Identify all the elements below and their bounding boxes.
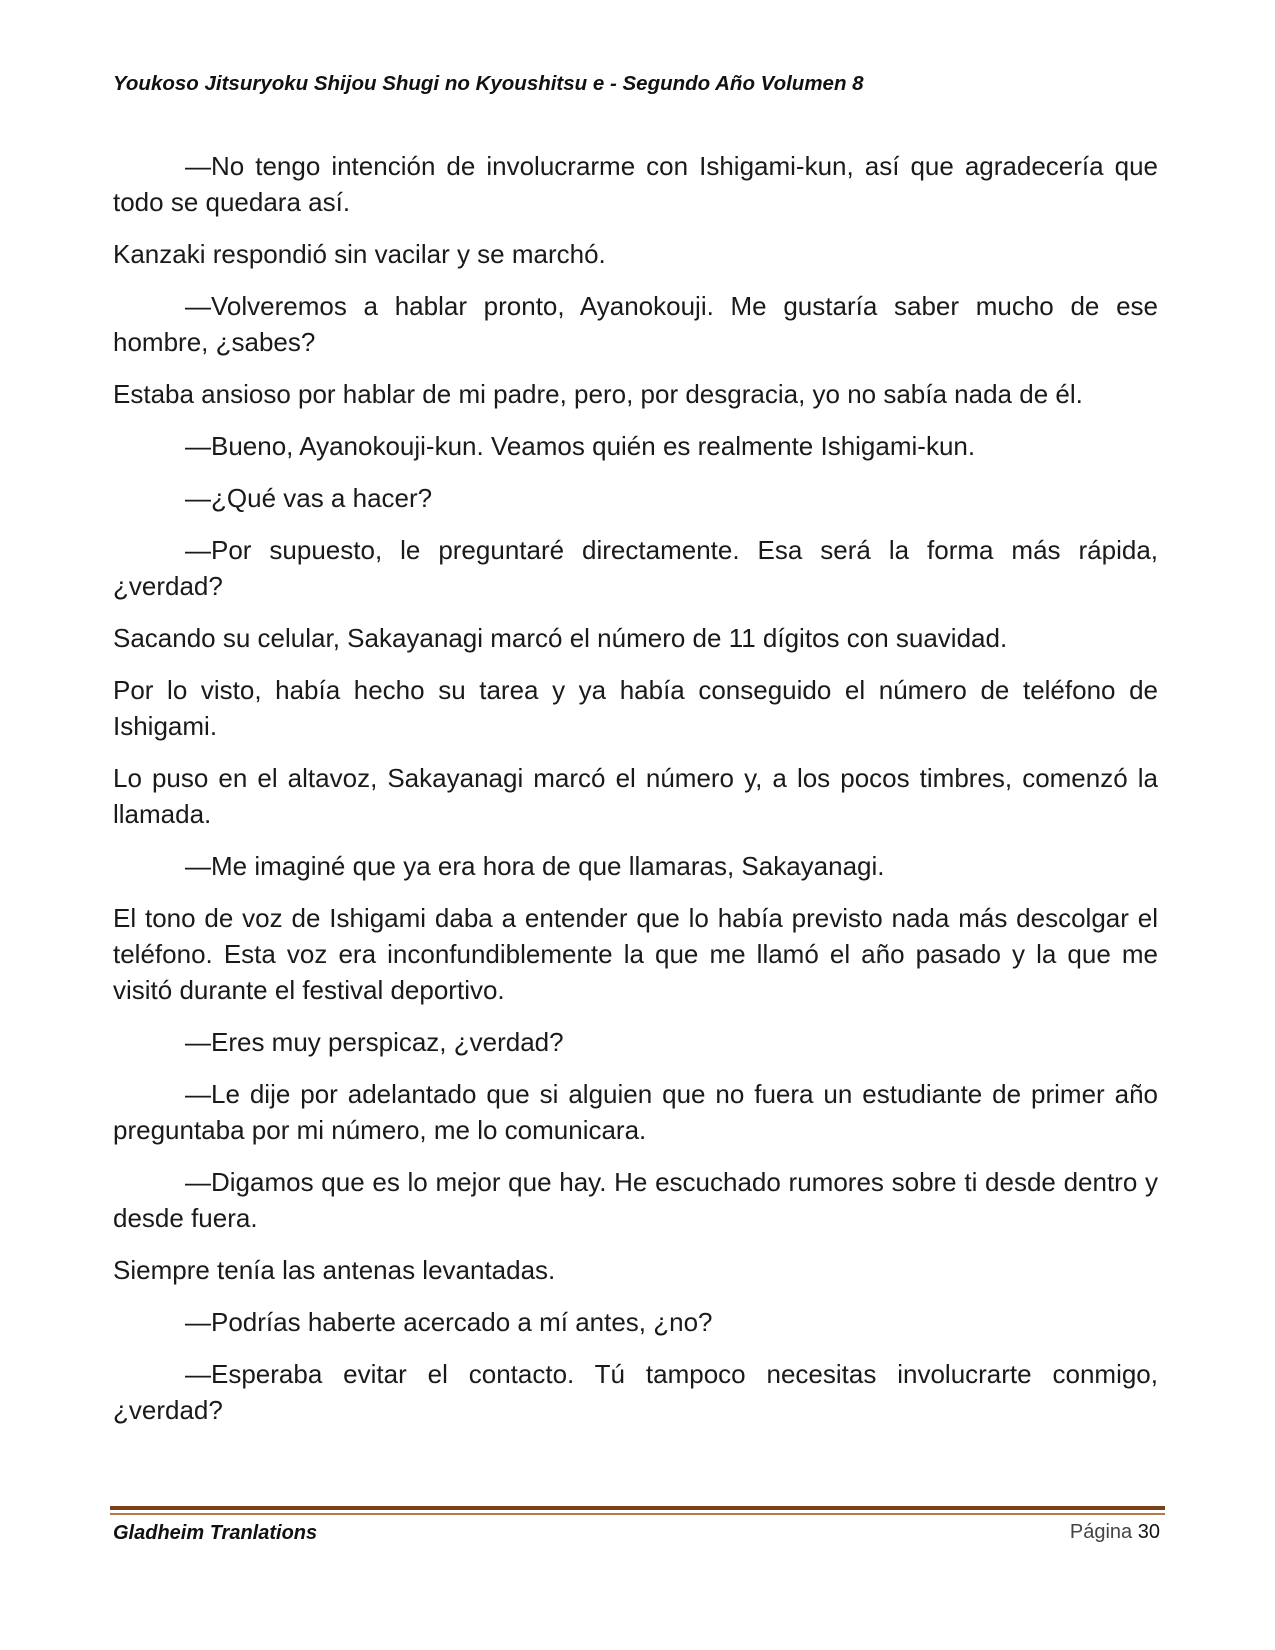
paragraph-4: Estaba ansioso por hablar de mi padre, pero, por desgracia, yo no sabía nada de él. [113, 379, 1083, 409]
paragraph-16: Siempre tenía las antenas levantadas. [113, 1255, 556, 1285]
paragraph-10: Lo puso en el altavoz, Sakayanagi marcó el número y, a los pocos timbres, comenzó la llamada. [113, 763, 1158, 829]
paragraph-3: —Volveremos a hablar pronto, Ayanokouji. Me gustaría saber mucho de ese hombre, ¿sabes? [113, 291, 1158, 357]
page-label: Página [1069, 1521, 1133, 1543]
paragraph-9: Por lo visto, había hecho su tarea y ya había conseguido el número de teléfono de Ishigami. [113, 675, 1158, 741]
paragraph-5: —Bueno, Ayanokouji-kun. Veamos quién es realmente Ishigami-kun. [185, 431, 976, 461]
paragraph-2: Kanzaki respondió sin vacilar y se marchó. [113, 239, 606, 269]
footer-page-indicator [1070, 1521, 1160, 1544]
page-body [113, 148, 1158, 1444]
paragraph-17: —Podrías haberte acercado a mí antes, ¿no? [185, 1307, 713, 1337]
paragraph-7: —Por supuesto, le preguntaré directamente. Esa será la forma más rápida, ¿verdad? [113, 535, 1158, 601]
paragraph-11: —Me imaginé que ya era hora de que llamaras, Sakayanagi. [185, 851, 885, 881]
paragraph-1: —No tengo intención de involucrarme con Ishigami-kun, así que agradecería que todo se quedara así. [113, 151, 1158, 217]
page-number: 30 [1137, 1521, 1160, 1543]
paragraph-12: El tono de voz de Ishigami daba a entender que lo había previsto nada más descolgar el teléfono. Esta voz era inconfundiblemente la que me llamó el año pasado y la que me visitó durante el festival deportivo. [113, 903, 1158, 1005]
paragraph-14: —Le dije por adelantado que si alguien que no fuera un estudiante de primer año preguntaba por mi número, me lo comunicara. [113, 1079, 1158, 1145]
paragraph-6: —¿Qué vas a hacer? [185, 483, 433, 513]
paragraph-18: —Esperaba evitar el contacto. Tú tampoco necesitas involucrarte conmigo, ¿verdad? [113, 1359, 1158, 1425]
footer-publisher: Gladheim Tranlations [113, 1522, 318, 1544]
paragraph-15: —Digamos que es lo mejor que hay. He escuchado rumores sobre ti desde dentro y desde fuera. [113, 1167, 1158, 1233]
page-header-title: Youkoso Jitsuryoku Shijou Shugi no Kyoushitsu e - Segundo Año Volumen 8 [113, 72, 864, 95]
paragraph-8: Sacando su celular, Sakayanagi marcó el número de 11 dígitos con suavidad. [113, 623, 1008, 653]
paragraph-13: —Eres muy perspicaz, ¿verdad? [185, 1027, 564, 1057]
footer-divider-thin [110, 1513, 1165, 1515]
footer-divider [110, 1506, 1165, 1510]
